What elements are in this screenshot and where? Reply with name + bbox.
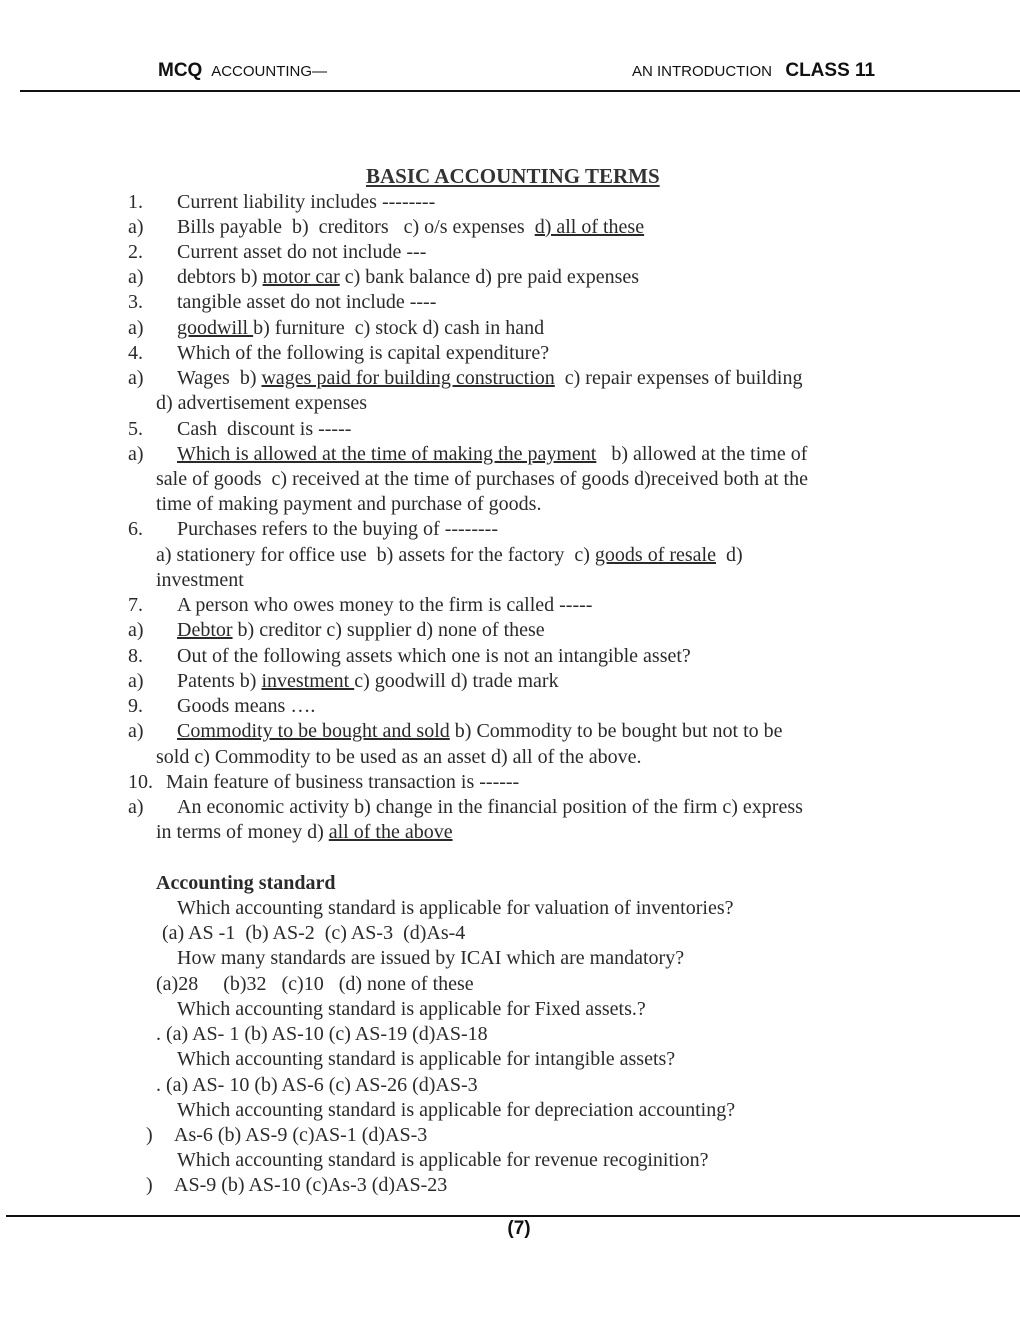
header-class: CLASS 11: [785, 60, 876, 81]
page-title: BASIC ACCOUNTING TERMS: [366, 164, 660, 188]
text-segment: How many standards are issued by ICAI which are mandatory?: [177, 947, 685, 970]
footer-divider: [6, 1215, 1020, 1217]
item-text: [156, 820, 453, 845]
answer-underlined: investment: [261, 669, 355, 692]
text-segment: Which accounting standard is applicable for intangible assets?: [177, 1048, 676, 1071]
item-text: [177, 341, 549, 366]
text-segment: b) Commodity to be bought but not to be: [449, 720, 783, 743]
header-intro: AN INTRODUCTION: [632, 63, 772, 80]
text-segment: b) creditor c) supplier d) none of these: [232, 619, 545, 642]
answer-underlined: d) all of these: [534, 215, 645, 238]
text-segment: An economic activity b) change in the financial position of the firm c) express: [177, 796, 803, 819]
answer-underlined: goodwill: [177, 316, 254, 339]
text-segment: . (a) AS- 1 (b) AS-10 (c) AS-19 (d)AS-18: [156, 1023, 488, 1046]
item-text: [156, 467, 808, 492]
item-label: a): [128, 442, 144, 465]
item-label: a): [128, 215, 144, 238]
text-segment: b) allowed at the time of: [596, 442, 808, 465]
item-text: [177, 618, 545, 643]
text-segment: b) furniture c) stock d) cash in hand: [253, 316, 545, 339]
item-label: ): [146, 1124, 153, 1146]
item-text: [177, 946, 684, 971]
item-label: 7.: [128, 594, 143, 617]
item-text: [177, 442, 807, 467]
text-segment: Current asset do not include ---: [177, 240, 427, 263]
item-text: [177, 417, 351, 442]
item-label: a): [128, 796, 144, 819]
text-segment: Bills payable b) creditors c) o/s expenses: [177, 215, 535, 238]
item-text: [177, 290, 436, 315]
item-label: a): [128, 720, 144, 743]
item-label: 1.: [128, 190, 143, 213]
text-segment: time of making payment and purchase of goods.: [156, 493, 542, 516]
item-text: [156, 972, 474, 997]
item-text: [177, 1148, 708, 1173]
item-text: [177, 896, 733, 921]
text-segment: Patents b): [177, 669, 262, 692]
item-label: 10.: [128, 770, 153, 793]
item-label: a): [128, 619, 144, 642]
item-text: [162, 921, 465, 946]
answer-underlined: motor car: [262, 266, 340, 289]
page-number: (7): [507, 1218, 531, 1239]
item-label: a): [128, 316, 144, 339]
text-segment: c) goodwill d) trade mark: [354, 669, 559, 692]
text-segment: a) stationery for office use b) assets for the factory c): [156, 543, 595, 566]
item-text: [177, 316, 544, 341]
text-segment: debtors b): [177, 266, 263, 289]
header-right: [632, 60, 875, 82]
item-text: [177, 644, 691, 669]
text-segment: Which accounting standard is applicable for valuation of inventories?: [177, 896, 734, 919]
item-text: [177, 719, 783, 744]
item-label: 9.: [128, 695, 143, 718]
item-label: 2.: [128, 240, 143, 263]
item-text: [177, 593, 592, 618]
item-text: [174, 1173, 447, 1198]
text-segment: Cash discount is -----: [177, 417, 352, 440]
text-segment: tangible asset do not include ----: [177, 291, 437, 314]
item-text: [156, 745, 641, 770]
text-segment: Current liability includes --------: [177, 190, 436, 213]
item-text: [177, 265, 639, 290]
text-segment: sold c) Commodity to be used as an asset d) all of the above.: [156, 745, 642, 768]
text-segment: Purchases refers to the buying of --------: [177, 518, 498, 541]
item-label: 6.: [128, 518, 143, 541]
item-label: a): [128, 669, 144, 692]
item-text: [156, 492, 541, 517]
answer-underlined: Debtor: [177, 619, 233, 642]
text-segment: As-6 (b) AS-9 (c)AS-1 (d)AS-3: [174, 1124, 428, 1146]
item-text: [174, 1123, 427, 1148]
header-divider: [20, 90, 1020, 92]
item-text: [166, 770, 519, 795]
item-text: [177, 366, 802, 391]
answer-underlined: wages paid for building construction: [261, 367, 555, 390]
text-segment: Accounting standard: [156, 871, 336, 894]
item-text: [177, 1098, 735, 1123]
item-label: 5.: [128, 417, 143, 440]
header-left: [158, 60, 327, 82]
item-label: 8.: [128, 644, 143, 667]
text-segment: c) repair expenses of building: [554, 367, 803, 390]
text-segment: Which of the following is capital expenditure?: [177, 341, 550, 364]
item-text: [156, 1073, 478, 1098]
item-text: [156, 568, 244, 593]
text-segment: Which accounting standard is applicable for Fixed assets.?: [177, 997, 646, 1020]
text-segment: c) bank balance d) pre paid expenses: [339, 266, 640, 289]
item-text: [177, 517, 498, 542]
item-text: [156, 1022, 488, 1047]
text-segment: Wages b): [177, 367, 262, 390]
text-segment: Which accounting standard is applicable for revenue recoginition?: [177, 1149, 709, 1172]
text-segment: (a)28 (b)32 (c)10 (d) none of these: [156, 972, 474, 995]
item-text: [156, 543, 743, 568]
answer-underlined: Commodity to be bought and sold: [177, 720, 450, 743]
text-segment: AS-9 (b) AS-10 (c)As-3 (d)AS-23: [174, 1174, 448, 1197]
text-segment: A person who owes money to the firm is called -----: [177, 594, 593, 617]
text-segment: sale of goods c) received at the time of purchases of goods d)received both at the: [156, 468, 808, 491]
item-label: a): [128, 367, 144, 390]
item-label: 4.: [128, 341, 143, 364]
header-mcq: MCQ: [158, 60, 203, 81]
item-text: [177, 694, 315, 719]
text-segment: Goods means ….: [177, 695, 316, 718]
text-segment: . (a) AS- 10 (b) AS-6 (c) AS-26 (d)AS-3: [156, 1073, 478, 1096]
text-segment: Which accounting standard is applicable for depreciation accounting?: [177, 1098, 736, 1121]
item-text: [177, 190, 435, 215]
text-segment: Out of the following assets which one is not an intangible asset?: [177, 644, 691, 667]
answer-underlined: Which is allowed at the time of making the payment: [177, 442, 597, 465]
text-segment: investment: [156, 568, 244, 591]
text-segment: Main feature of business transaction is ------: [166, 770, 520, 793]
item-text: [177, 997, 646, 1022]
text-segment: d) advertisement expenses: [156, 392, 368, 415]
item-text: [177, 795, 803, 820]
item-text: [156, 871, 335, 896]
item-text: [177, 669, 559, 694]
item-label: a): [128, 266, 144, 289]
header-subject: ACCOUNTING—: [211, 63, 328, 80]
item-text: [177, 1047, 675, 1072]
text-segment: d): [715, 543, 743, 566]
item-label: 3.: [128, 291, 143, 314]
answer-underlined: all of the above: [328, 821, 453, 844]
item-label: ): [146, 1174, 153, 1197]
item-text: [177, 215, 644, 240]
answer-underlined: goods of resale: [594, 543, 716, 566]
text-segment: in terms of money d): [156, 821, 329, 844]
item-text: [156, 391, 367, 416]
text-segment: (a) AS -1 (b) AS-2 (c) AS-3 (d)As-4: [162, 922, 466, 945]
item-text: [177, 240, 426, 265]
